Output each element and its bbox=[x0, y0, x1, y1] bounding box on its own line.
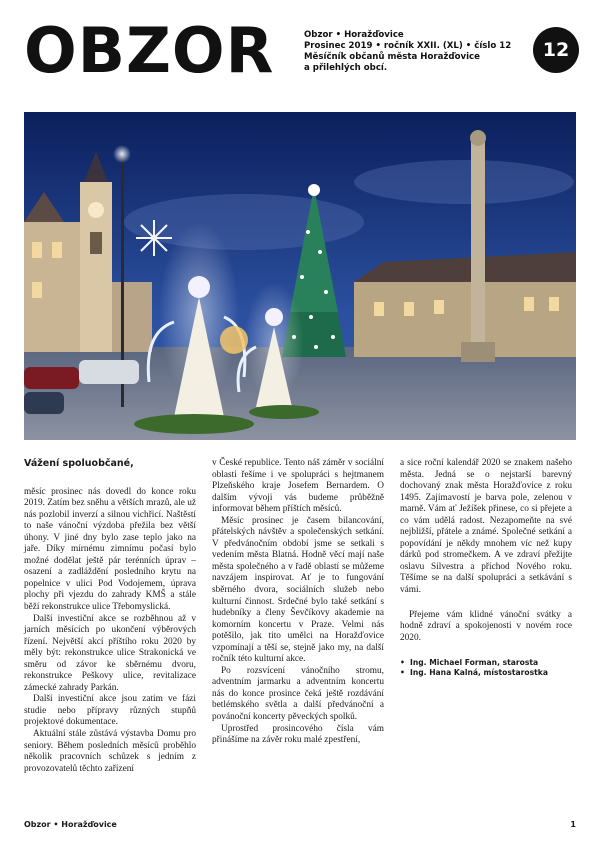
article-greeting: Vážení spoluobčané, bbox=[24, 458, 134, 469]
info-line: Prosinec 2019 • ročník XXII. (XL) • číslo 12 bbox=[304, 41, 512, 51]
article-paragraph: Přejeme vám klidné vánoční svátky a hodně zdraví a spokojenosti v novém roce 2020. bbox=[400, 609, 572, 643]
article-paragraph: Po rozsvícení vánočního stromu, adventním jarmarku a adventním koncertu nás do konce prosince čeká ještě rozdávání betlémského světla a další předvánoční a povánoční koncerty pěveckých spolků. bbox=[212, 665, 384, 723]
article-paragraph: Další investiční akce se rozběhnou až v jarních měsících po ukončení výběrových řízení. Největší akcí příštího roku 2020 by měly být: rekonstrukce ulice Strakonická ve směru od závor ke sběrnému dvoru, rekonstrukce Peškovy ulice, revitalizace zámecké zahrady Parkán. bbox=[24, 613, 196, 693]
article-paragraph: a sice roční kalendář 2020 se znakem našeho města. Jedná se o nejstarší barevný dochovaný znak města Horažďovice z roku 1495. Zajímavostí je barva pole, zelenou v marně. Vám ať Ježíšek přinese, co si přejete a co vám udělá radost. Nezapomeňte na své nejbližší, přátele a známé. Společné setkání a popovídání je někdy mnohem víc než kupy dárků pod stromečkem. A ve zdraví přežijte oslavu Silvestra a příchod Nového roku. Těšíme se na další spolupráci a setkávání s vámi. bbox=[400, 458, 572, 596]
article-paragraph: Další investiční akce jsou zatím ve fázi studie nebo přípravy různých stupňů projektové dokumentace. bbox=[24, 694, 196, 728]
article-column-2 bbox=[212, 458, 384, 747]
publication-logo: OBZOR bbox=[24, 14, 275, 87]
footer-publication-name: Obzor • Horažďovice bbox=[24, 820, 117, 829]
signatures bbox=[400, 658, 572, 678]
signature-line: • Ing. Michael Forman, starosta bbox=[410, 658, 572, 668]
article-paragraph: Aktuální stále zůstává výstavba Domu pro seniory. Během posledních měsíců proběhlo několik pracovních schůzek s jedním z provozovatelů těchto zařízení bbox=[24, 729, 196, 774]
article-column-3 bbox=[400, 458, 572, 678]
info-line: a přilehlých obcí. bbox=[304, 63, 388, 73]
article-paragraph: Uprostřed prosincového čísla vám přinášíme na závěr roku malé zpestření, bbox=[212, 723, 384, 746]
info-line: Měsíčník občanů města Horažďovice bbox=[304, 52, 480, 62]
issue-number-badge: 12 bbox=[533, 27, 579, 73]
cover-photo bbox=[24, 112, 576, 440]
snowflake-light-icon bbox=[136, 220, 172, 256]
article-paragraph: Měsíc prosinec je časem bilancování, přátelských návštěv a společenských setkání. V předvánočním období jsme se setkali s vedením města Blatná. Hodně věcí mají naše města společného a v řadě oblastí se můžeme navzájem inspirovat. Ať je to fungování sběrného dvora, sociálních služeb nebo kulturní činnost. Srdečné bylo také setkání s hudebníky a členy Ševčíkovy akademie na komorním koncertu v Praze. Velmi nás potěšilo, jak tito umělci na Horažďovice vzpomínají a těší se, stejně jako my, na další ročník této kulturní akce. bbox=[212, 515, 384, 665]
info-line: Obzor • Horažďovice bbox=[304, 30, 404, 40]
publication-info bbox=[304, 30, 514, 74]
church-tower-icon bbox=[80, 152, 112, 352]
article-paragraph: v České republice. Tento náš záměr v sociální oblasti řešíme i ve spolupráci s hejtmanem Plzeňského kraje Josefem Bernardem. O dalším vývoji vás budeme průběžně informovat během příštích měsíců. bbox=[212, 458, 384, 515]
article-paragraph: měsíc prosinec nás dovedl do konce roku 2019. Zatím bez sněhu a větších mrazů, ale už nás pozlobil inverzí a silnou vichřicí. Naštěstí to naše vánoční výzdoba přežila bez větší úhony. V jiné dny bylo zase teplo jako na jaře. Díky mírnému zimnímu počasí bylo možné dodělat ještě pár terénních úprav – osazení a zadláždění posledního krytu na popelnice v ulici Pod Vodojemem, úprava plochy při vjezdu do zahrady KMŠ a stále běží rekonstrukce ulice Třebomyslická. bbox=[24, 486, 196, 613]
article-column-1 bbox=[24, 458, 196, 775]
page-number: 1 bbox=[570, 820, 576, 829]
masthead bbox=[0, 0, 600, 110]
signature-line: • Ing. Hana Kalná, místostarostka bbox=[410, 668, 572, 678]
